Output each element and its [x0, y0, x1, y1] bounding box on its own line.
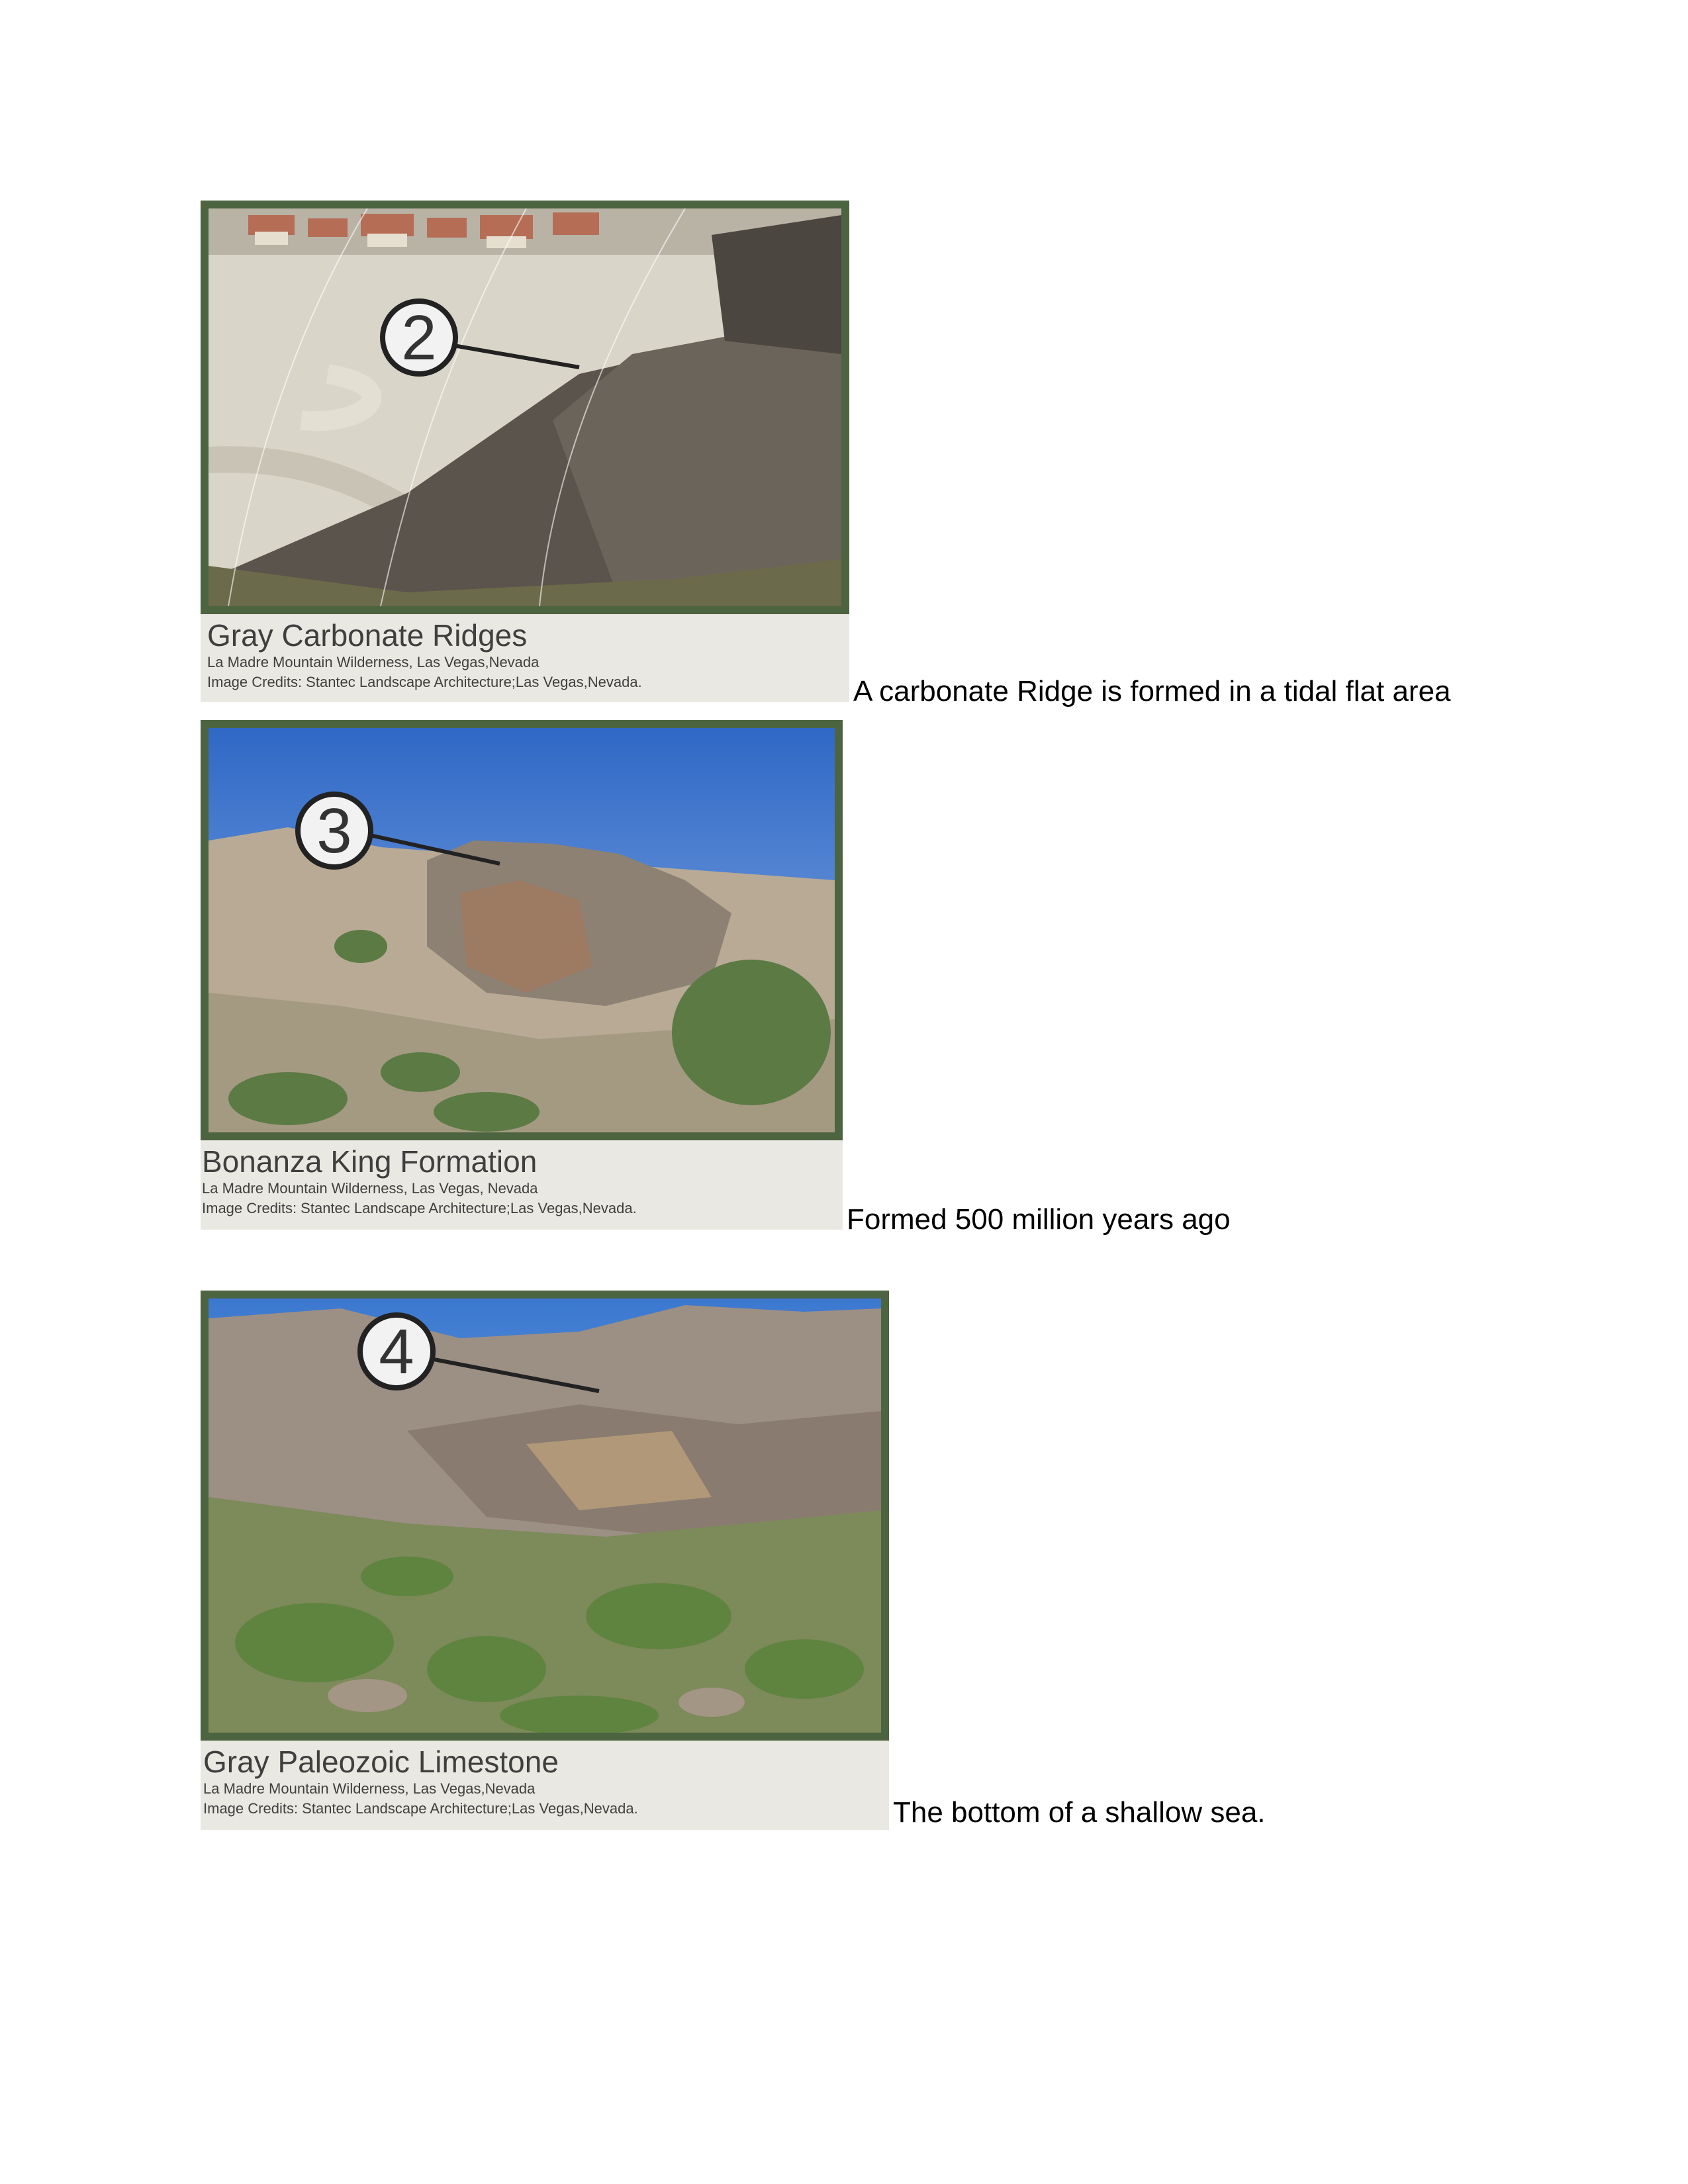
photo-carbonate-ridge-image [209, 208, 841, 606]
photo-label-strip [201, 614, 849, 702]
entry-gray-carbonate-ridges [201, 201, 849, 702]
photo-location: La Madre Mountain Wilderness, Las Vegas,Nevada [207, 654, 539, 670]
caption-bonanza-king: Formed 500 million years ago [847, 1203, 1231, 1236]
photo-bonanza-king [201, 720, 843, 1140]
photo-credits: Image Credits: Stantec Landscape Architecture;Las Vegas,Nevada. [202, 1200, 637, 1216]
photo-bonanza-king-image [209, 728, 835, 1132]
photo-label-strip [201, 1741, 889, 1830]
photo-title: Bonanza King Formation [202, 1144, 538, 1179]
photo-title: Gray Paleozoic Limestone [203, 1745, 559, 1779]
marker-number-4: 4 [379, 1316, 414, 1387]
photo-location: La Madre Mountain Wilderness, Las Vegas,Nevada [203, 1780, 536, 1797]
entry-bonanza-king-formation [201, 720, 843, 1230]
photo-title: Gray Carbonate Ridges [207, 618, 528, 653]
photo-carbonate-ridge [201, 201, 849, 614]
photo-paleozoic-limestone [201, 1291, 889, 1741]
photo-paleozoic-limestone-image [209, 1298, 881, 1733]
photo-label-strip [201, 1140, 843, 1230]
photo-credits: Image Credits: Stantec Landscape Architecture;Las Vegas,Nevada. [203, 1800, 638, 1817]
caption-paleozoic-limestone: The bottom of a shallow sea. [893, 1796, 1266, 1829]
entry-gray-paleozoic-limestone [201, 1291, 889, 1830]
photo-credits: Image Credits: Stantec Landscape Architecture;Las Vegas,Nevada. [207, 674, 642, 690]
marker-number-3: 3 [316, 796, 352, 866]
caption-carbonate-ridge: A carbonate Ridge is formed in a tidal flat area [853, 675, 1451, 707]
photo-location: La Madre Mountain Wilderness, Las Vegas, Nevada [202, 1180, 538, 1197]
marker-number-2: 2 [401, 302, 437, 373]
